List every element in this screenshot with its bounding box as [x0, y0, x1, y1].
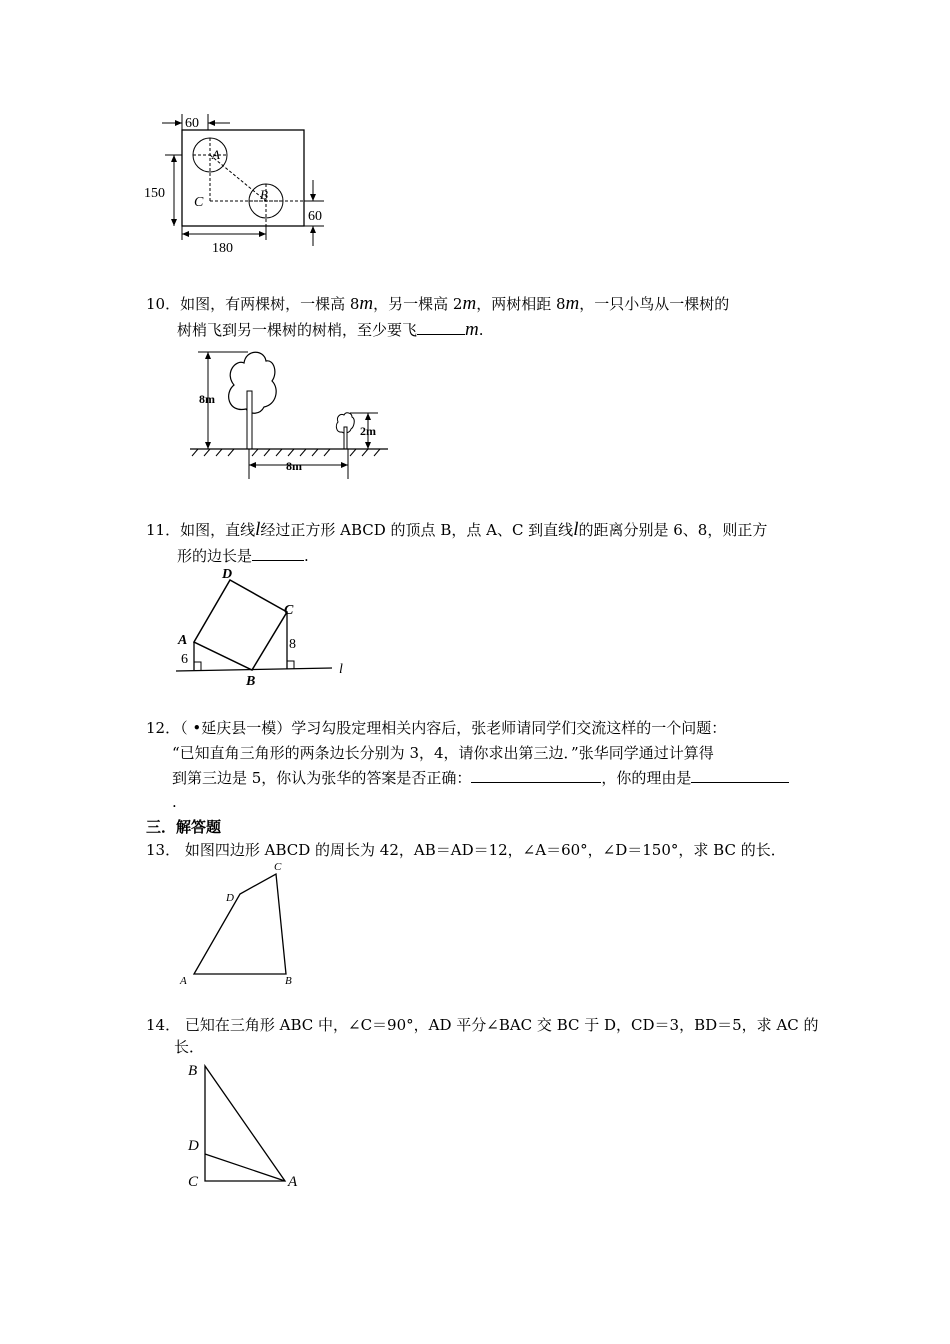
- figure-q11-square: [172, 564, 352, 690]
- q11-fig-c: C: [284, 603, 294, 618]
- figure-q10-trees: [188, 343, 398, 483]
- q10-text-d: ，一只小鸟从一棵树的: [579, 295, 730, 313]
- q12-text-a: 到第三边是 5，你认为张华的答案是否正确：: [172, 769, 472, 787]
- q9-label-c: C: [194, 195, 204, 210]
- q10-text-e: 树梢飞到另一棵树的树梢，至少要飞: [177, 321, 418, 339]
- q12-text-b: ，你的理由是: [601, 769, 692, 787]
- q10-fig-dist: 8m: [286, 459, 302, 473]
- q13-quad-abcd: [194, 874, 286, 974]
- q9-right-dim: 60: [308, 209, 322, 224]
- q12-line3: [172, 766, 789, 790]
- q11-fig-8: 8: [289, 637, 296, 652]
- q14-triangle-abc: [205, 1066, 285, 1181]
- q14-fig-c: C: [188, 1174, 199, 1190]
- q11-answer-blank[interactable]: [252, 544, 304, 561]
- q13-fig-d: D: [226, 892, 234, 904]
- q10-unit-3: m: [565, 293, 580, 314]
- q10-unit-2: m: [462, 293, 477, 314]
- q10-text-c: ，两树相距 8: [476, 295, 566, 313]
- q10-line2: [177, 318, 484, 342]
- q11-text-c: 的距离分别是 6、8，则正方: [578, 521, 768, 539]
- q12-line2: “已知直角三角形的两条边长分别为 3，4，请你求出第三边．”张华同学通过计算得: [172, 744, 714, 762]
- q14-line2: 长．: [174, 1038, 205, 1056]
- q14-segment-ad: [205, 1154, 285, 1181]
- q9-label-a: A: [212, 147, 220, 162]
- q10-text-a: 10．如图，有两棵树，一棵高 8: [146, 295, 360, 313]
- q13-fig-b: B: [285, 975, 292, 987]
- figure-q14-triangle: [184, 1058, 314, 1193]
- q11-text-a: 11．如图，直线: [146, 521, 256, 539]
- q14-fig-b: B: [188, 1063, 198, 1079]
- q10-end: .: [478, 321, 484, 339]
- q10-fig-tall: 8m: [199, 392, 215, 406]
- q10-answer-blank[interactable]: [417, 318, 465, 335]
- q14-fig-d: D: [188, 1138, 199, 1154]
- q11-var-l-1: l: [255, 519, 261, 540]
- q11-fig-d: D: [222, 567, 233, 582]
- q10-unit-4: m: [465, 319, 479, 340]
- q10-unit-1: m: [359, 293, 374, 314]
- q11-fig-l: l: [339, 662, 343, 677]
- q9-outer-rect: [182, 130, 304, 226]
- q9-bottom-dim: 180: [212, 241, 233, 256]
- q9-left-dim: 150: [144, 186, 165, 201]
- q14-fig-a: A: [288, 1174, 298, 1190]
- section-3-title: 三．解答题: [146, 818, 222, 836]
- q12-line4: .: [172, 793, 177, 811]
- q12-answer-blank-1[interactable]: [471, 766, 601, 783]
- q9-top-dim: 60: [185, 116, 199, 131]
- q14-line1: 14． 已知在三角形 ABC 中，∠C＝90°，AD 平分∠BAC 交 BC 于 D，CD＝3，BD＝5，求 AC 的: [146, 1016, 819, 1034]
- q11-text-b: 经过正方形 ABCD 的顶点 B，点 A、C 到直线: [260, 521, 574, 539]
- q11-square-abcd: [194, 580, 287, 670]
- q10-fig-short: 2m: [360, 424, 376, 438]
- q13-text: 13． 如图四边形 ABCD 的周长为 42，AB＝AD＝12，∠A＝60°，∠D＝150°，求 BC 的长．: [146, 841, 786, 859]
- q10-tall-tree-trunk: [247, 391, 252, 449]
- q9-label-b: B: [260, 187, 268, 202]
- q12-line1: 12．（ •延庆县一模）学习勾股定理相关内容后，张老师请同学们交流这样的一个问题：: [146, 719, 727, 737]
- q11-end: .: [304, 547, 309, 565]
- q11-line-l: [176, 668, 332, 671]
- q11-fig-b: B: [246, 674, 256, 689]
- q10-line1: [146, 292, 729, 316]
- q11-fig-a: A: [178, 633, 188, 648]
- figure-q13-quadrilateral: [176, 860, 306, 990]
- q11-line1: [146, 518, 767, 542]
- q12-answer-blank-2[interactable]: [691, 766, 789, 783]
- q13-fig-a: A: [180, 975, 187, 987]
- q11-text-d: 形的边长是: [177, 547, 253, 565]
- q11-fig-6: 6: [181, 652, 188, 667]
- figure-q9-rectangle-circles: [144, 112, 330, 260]
- q11-var-l-2: l: [573, 519, 579, 540]
- q10-text-b: ，另一棵高 2: [373, 295, 463, 313]
- q13-fig-c: C: [274, 861, 282, 873]
- q10-short-tree-trunk: [344, 427, 347, 449]
